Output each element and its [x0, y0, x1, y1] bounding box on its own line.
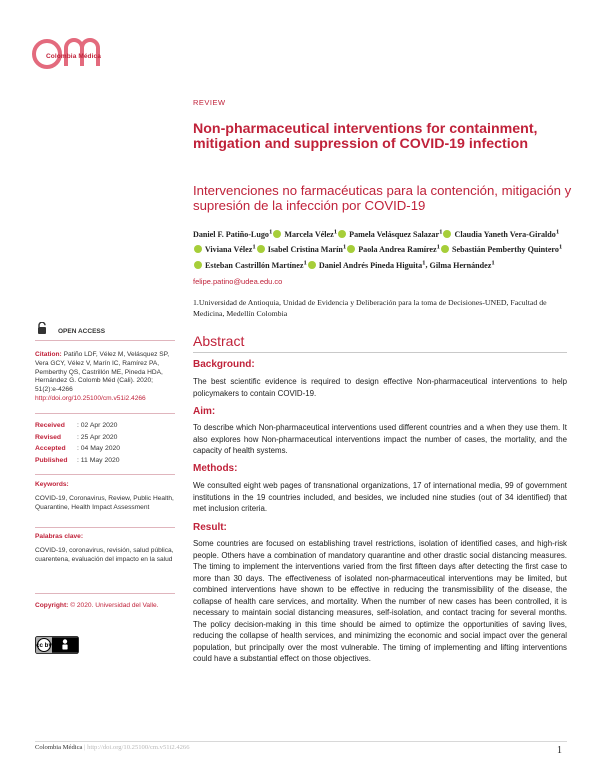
footer-doi-link[interactable]: http://doi.org/10.25100/cm.v51i2.4266: [87, 744, 190, 751]
footer-citation: [35, 744, 190, 751]
copyright-text: © 2020. Universidad del Valle.: [70, 602, 159, 609]
orcid-icon[interactable]: [257, 245, 265, 253]
open-lock-icon: [37, 322, 47, 334]
article-subtitle: Intervenciones no farmacéuticas para la contención, mitigación y supresión de la infección por COVID-19: [193, 183, 572, 213]
methods-heading: Methods:: [193, 463, 238, 474]
keywords-label: Keywords:: [35, 481, 69, 488]
article-type: REVIEW: [193, 98, 226, 107]
result-text: Some countries are focused on establishing travel restrictions, isolation of identified cases, and high-risk people. Others have a combination of mandatory quarantine and other drastic social distancing measures. The timing to implement the interventions varied from the first fifteen days after detecting the first case to more than 30 days. The effectiveness of isolated non-pharmaceutical interventions may be limited, but combined interventions have shown to be effective in reducing the transmissibility of the disease, the collapse of health care services, and mortality. When the number of new cases has been controlled, it is necessary to maintain social distancing measures, self-isolation, and contact tracing for several months. The policy decision-making in this time should be aimed to optimize the opportunities of saving lives, reducing the collapse of health services, and minimizing the economic and social impact over the general population, but principally over the most vulnerable. The timing of implementing and lifting interventions could have a substantial effect on those objectives.: [193, 539, 567, 663]
page-number: 1: [557, 745, 562, 756]
author[interactable]: Pamela Velásquez Salazar$^1$: [349, 228, 443, 239]
sidebar-divider: [35, 340, 175, 341]
author[interactable]: Sebastián Pemberthy Quintero$^1$: [452, 243, 563, 255]
author[interactable]: Gilma Hernández$^1$: [429, 258, 495, 270]
dates-block: [35, 420, 120, 466]
date-row: Accepted : 04 May 2020: [35, 445, 121, 453]
keywords-block: [35, 481, 175, 512]
author[interactable]: Daniel F. Patiño-Lugo$^1$: [193, 228, 273, 239]
palabras-text: COVID-19, coronavirus, revisión, salud pública, cuarentena, evaluación del impacto en la salud: [35, 546, 174, 563]
author[interactable]: Viviana Vélez$^1$: [204, 243, 256, 255]
background-text: The best scientific evidence is required to design effective Non-pharmaceutical interventions to help policymakers to contain COVID-19.: [193, 377, 567, 398]
palabras-block: [35, 533, 175, 564]
author-list: Daniel F. Patiño-Lugo$^1$ Marcela Vélez$^1$ Pamela Velásquez Salazar$^1$ Claudia Yaneth Vera-Giraldo$^1$ Viviana Vélez$^1$ Isabel Cristina Marín$^1$ Paola Andrea Ramírez$^1$ Sebastián Pemberthy Quintero$^1$ Esteban Castrillón Martínez$^1$ Daniel Andrés Pineda Higuita$^1$, Gilma Hernández$^1$: [193, 228, 563, 270]
footer-journal: Colombia Médica: [35, 744, 83, 751]
article-title: Non-pharmaceutical interventions for containment, mitigation and suppression of COVID-19 infection: [193, 121, 538, 152]
orcid-icon[interactable]: [308, 261, 316, 269]
author[interactable]: Esteban Castrillón Martínez$^1$: [205, 258, 307, 270]
methods-text: We consulted eight web pages of transnational organizations, 17 of international media, 99 of government institutions in the 19 countries included, and besides, we included nine studies (out of 34 identified) that met inclusion criteria.: [193, 481, 567, 513]
cc-by-license-icon[interactable]: [35, 636, 79, 654]
orcid-icon[interactable]: [194, 245, 202, 253]
background-heading: Background:: [193, 359, 255, 370]
abstract-heading: Abstract: [193, 333, 245, 349]
footer-divider: [35, 741, 567, 742]
citation-block: [35, 351, 175, 404]
abstract-divider: [193, 352, 567, 353]
author[interactable]: Paola Andrea Ramírez$^1$: [358, 243, 440, 255]
sidebar-divider: [35, 413, 175, 414]
author[interactable]: Isabel Cristina Marín$^1$: [267, 243, 347, 255]
author[interactable]: Marcela Vélez$^1$: [284, 228, 338, 239]
sidebar-divider: [35, 593, 175, 594]
date-row: Revised : 25 Apr 2020: [35, 433, 118, 441]
orcid-icon[interactable]: [194, 261, 202, 269]
author[interactable]: Claudia Yaneth Vera-Giraldo$^1$: [454, 228, 560, 239]
copyright-block: [35, 602, 175, 611]
aim-text: To describe which Non-pharmaceutical interventions used different countries and a when they use them. It also explores how Non-pharmaceutical interventions impact the number of cases, the mortality, and the capacity of health systems.: [193, 423, 567, 455]
aim-heading: Aim:: [193, 406, 216, 417]
sidebar-divider: [35, 527, 175, 528]
citation-text: Patiño LDF, Vélez M, Velásquez SP, Vera GCY, Vélez V, Marín IC, Ramírez PA, Pemberthy QS, Castrillón ME, Pineda HDA, Hernández G. Colomb Méd (Cali). 2020; 51(2):e-4266: [35, 351, 170, 394]
copyright-label: Copyright:: [35, 602, 69, 609]
corresponding-email-link[interactable]: felipe.patino@udea.edu.co: [193, 277, 283, 286]
journal-logo-text: Colombia Médica: [46, 53, 101, 60]
date-row: Received : 02 Apr 2020: [35, 422, 118, 429]
sidebar-divider: [35, 474, 175, 475]
orcid-icon[interactable]: [441, 245, 449, 253]
affiliation: 1.Universidad de Antioquia, Unidad de Evidencia y Deliberación para la toma de Decisiones-UNED, Facultad de Medicina, Medellín Colombia: [193, 298, 547, 318]
orcid-icon[interactable]: [443, 230, 451, 238]
result-heading: Result:: [193, 522, 227, 533]
citation-label: Citation:: [35, 351, 62, 358]
orcid-icon[interactable]: [338, 230, 346, 238]
orcid-icon[interactable]: [347, 245, 355, 253]
date-row: Published : 11 May 2020: [35, 456, 120, 464]
citation-doi-link[interactable]: http://doi.org/10.25100/cm.v51i2.4266: [35, 394, 146, 402]
open-access-label: OPEN ACCESS: [58, 328, 106, 335]
orcid-icon[interactable]: [273, 230, 281, 238]
footer-separator: |: [84, 744, 86, 751]
cc-license-text: cc by: [36, 642, 52, 650]
keywords-text: COVID-19, Coronavirus, Review, Public Health, Quarantine, Health Impact Assessment: [35, 494, 174, 511]
author[interactable]: Daniel Andrés Pineda Higuita$^1$: [318, 258, 426, 270]
palabras-label: Palabras clave:: [35, 533, 84, 540]
